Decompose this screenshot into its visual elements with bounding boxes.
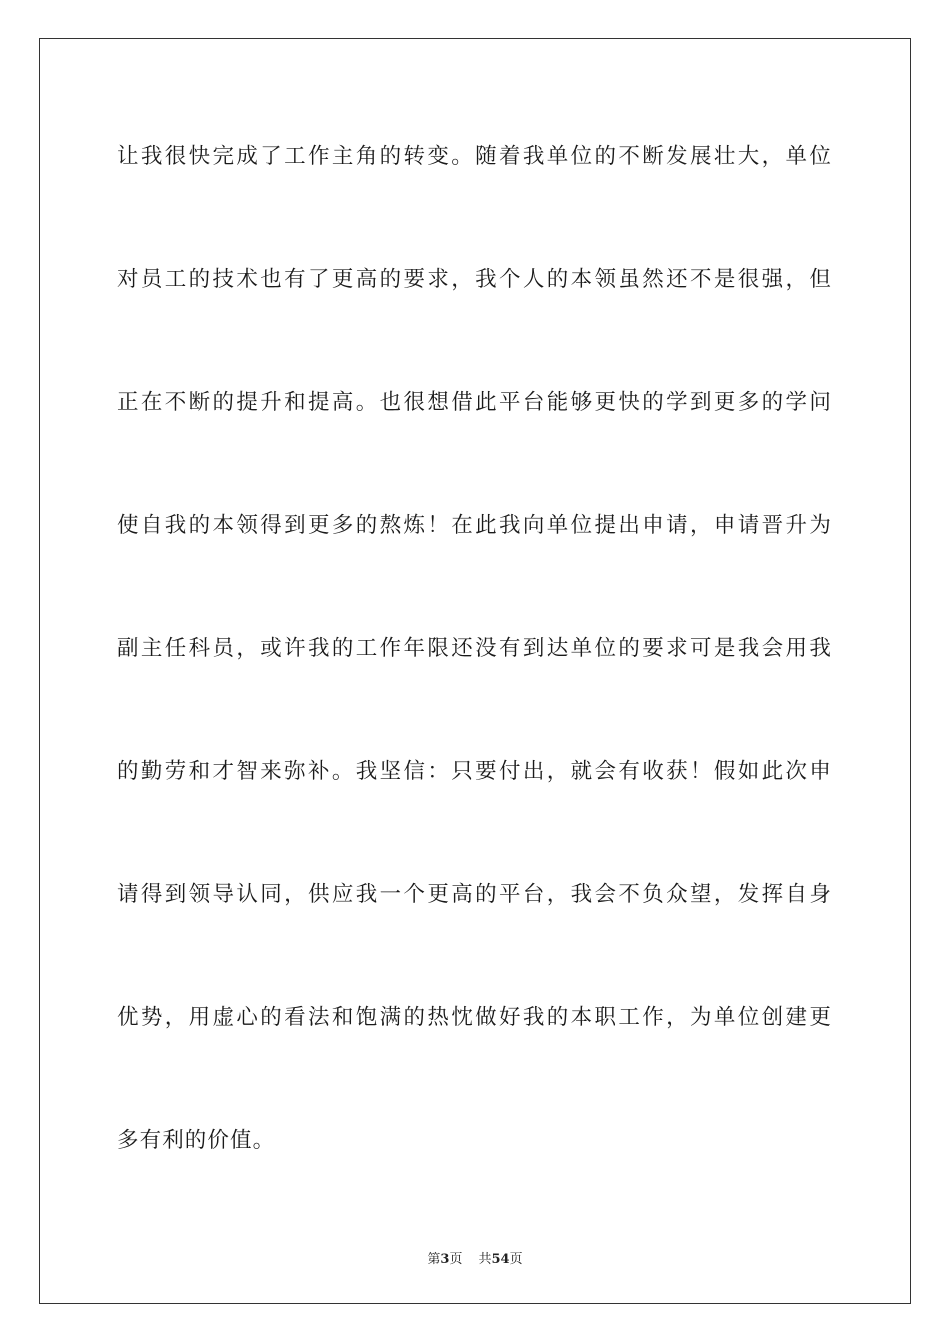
text-line-7: 请得到领导认同，供应我一个更高的平台，我会不负众望，发挥自身 xyxy=(117,882,832,907)
text-line-2: 对员工的技术也有了更高的要求，我个人的本领虽然还不是很强，但 xyxy=(117,267,832,292)
document-body xyxy=(117,130,832,1202)
text-line-9: 多有利的价值。 xyxy=(117,1128,276,1153)
text-line-1: 让我很快完成了工作主角的转变。随着我单位的不断发展壮大，单位 xyxy=(117,144,832,169)
text-line-4: 使自我的本领得到更多的熬炼！在此我向单位提出申请，申请晋升为 xyxy=(117,513,832,538)
total-pages: 54 xyxy=(491,1252,510,1267)
total-prefix: 共 xyxy=(478,1252,492,1267)
page-prefix: 第 xyxy=(427,1252,441,1267)
total-suffix: 页 xyxy=(509,1252,523,1267)
text-line-6: 的勤劳和才智来弥补。我坚信：只要付出，就会有收获！假如此次申 xyxy=(117,759,832,784)
page-footer xyxy=(0,1248,950,1267)
text-line-8: 优势，用虚心的看法和饱满的热忱做好我的本职工作，为单位创建更 xyxy=(117,1005,832,1030)
text-line-5: 副主任科员，或许我的工作年限还没有到达单位的要求可是我会用我 xyxy=(117,636,832,661)
text-line-3: 正在不断的提升和提高。也很想借此平台能够更快的学到更多的学问 xyxy=(117,390,832,415)
page-suffix: 页 xyxy=(449,1252,463,1267)
page-number: 3 xyxy=(440,1252,450,1267)
